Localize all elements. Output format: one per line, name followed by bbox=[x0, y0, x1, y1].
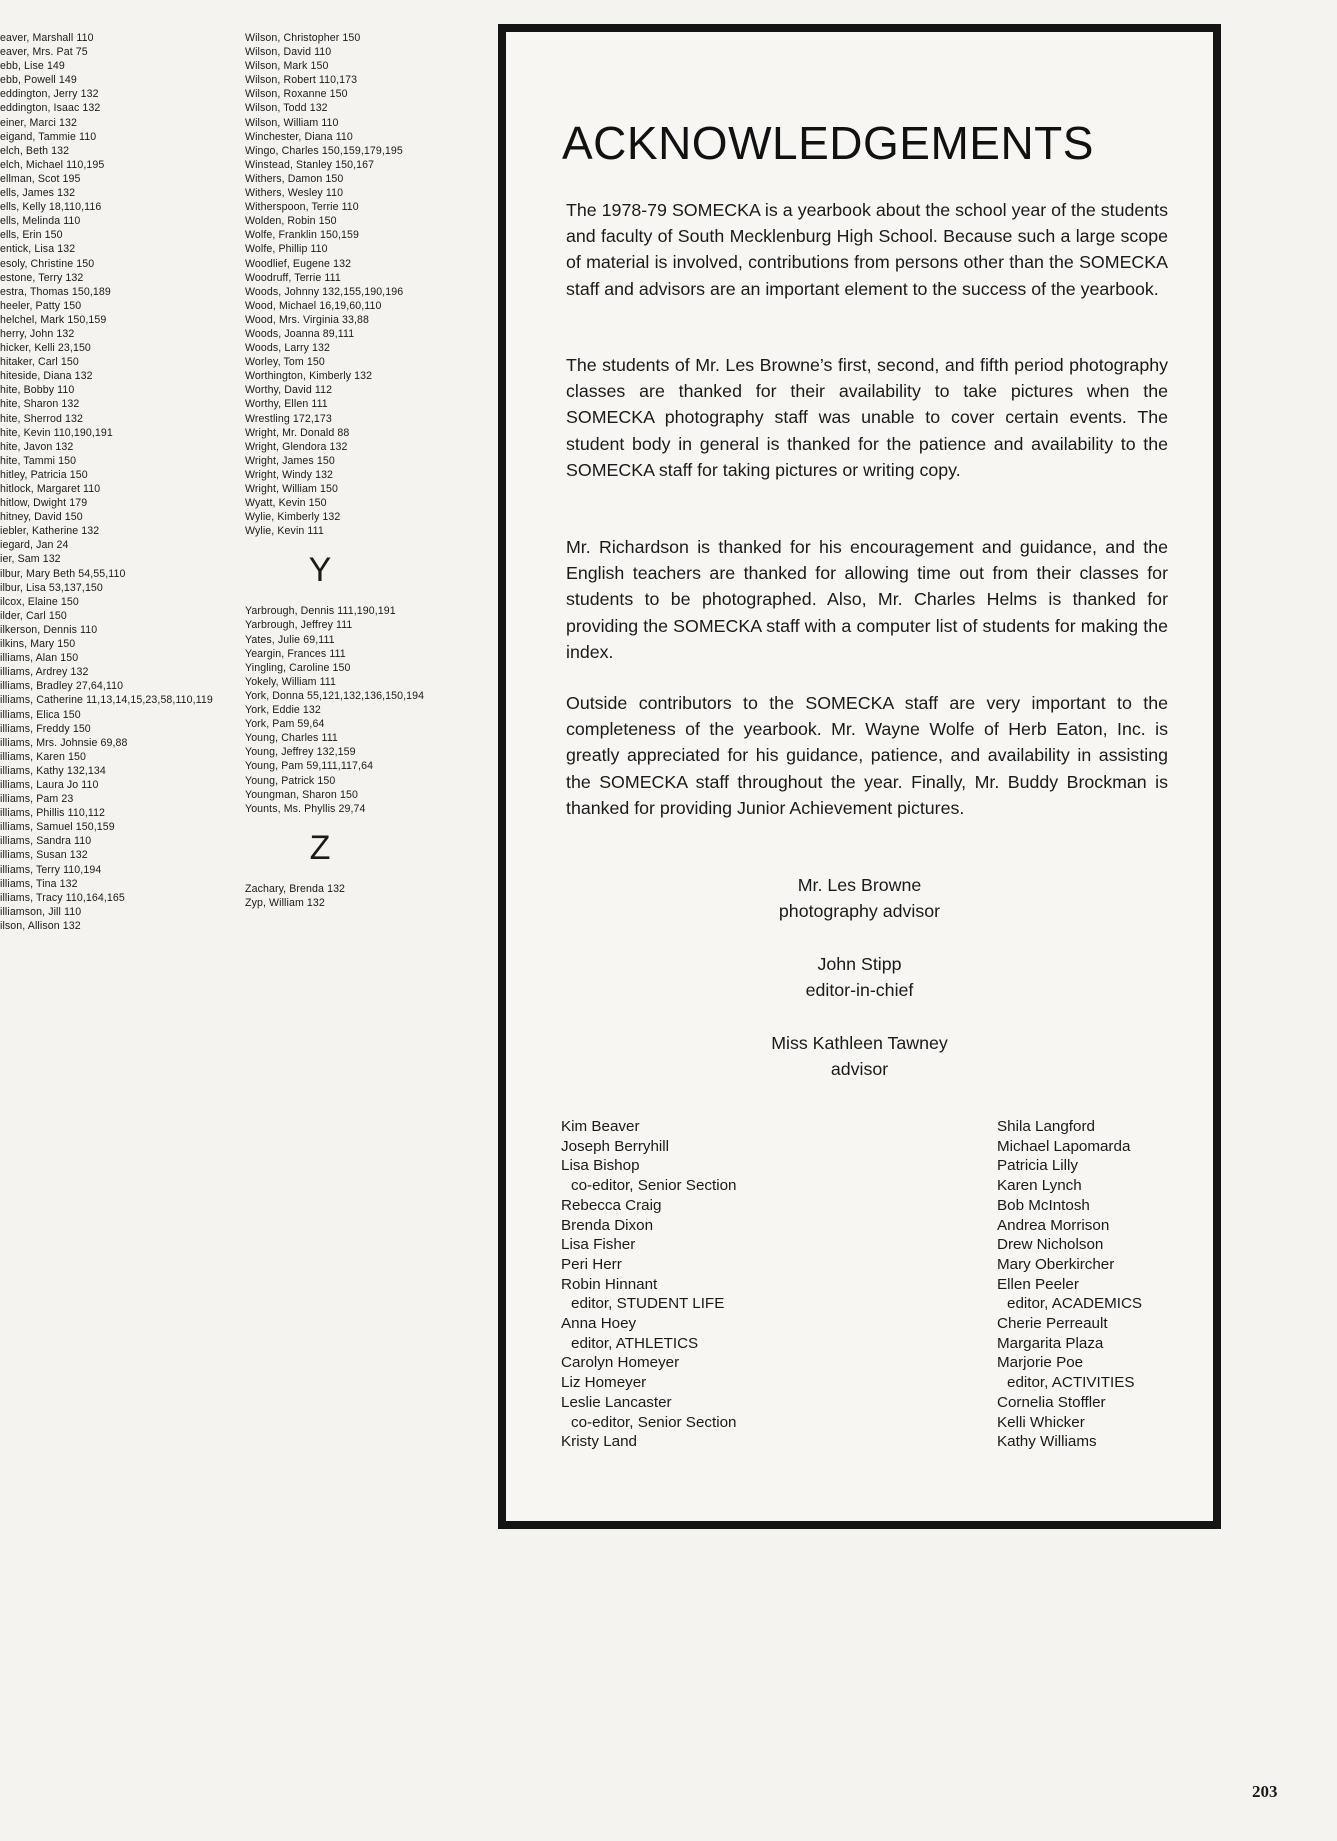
index-entry: Woods, Johnny 132,155,190,196 bbox=[245, 285, 404, 298]
signature-photography-advisor bbox=[506, 872, 1213, 924]
index-entry: ilbur, Mary Beth 54,55,110 bbox=[0, 567, 126, 580]
page-number: 203 bbox=[1252, 1782, 1278, 1801]
index-entry: Woods, Larry 132 bbox=[245, 342, 331, 355]
index-entry: ebb, Lise 149 bbox=[0, 60, 65, 73]
index-entry: illiams, Catherine 11,13,14,15,23,58,110,119 bbox=[0, 694, 213, 707]
staff-member: Kelli Whicker bbox=[997, 1413, 1085, 1431]
staff-member: Michael Lapomarda bbox=[997, 1137, 1131, 1155]
index-entry: illiams, Karen 150 bbox=[0, 750, 87, 763]
index-entry: heeler, Patty 150 bbox=[0, 299, 82, 312]
acknowledgements-box bbox=[498, 24, 1221, 1529]
index-entry: illiams, Phillis 110,112 bbox=[0, 807, 106, 820]
index-entry: Wright, Windy 132 bbox=[245, 468, 334, 481]
index-entry: hite, Sherrod 132 bbox=[0, 412, 83, 425]
staff-list-left bbox=[561, 1117, 736, 1452]
index-entry: Wilson, David 110 bbox=[245, 46, 332, 59]
index-entry: eddington, Isaac 132 bbox=[0, 102, 101, 115]
index-entry: einer, Marci 132 bbox=[0, 116, 77, 129]
ack-paragraph-2: The students of Mr. Les Browne’s first, second, and fifth period photography classes are thanked for their availability to take pictures when the SOMECKA photography staff was unable to cover certain events. The student body in general is thanked for the patience and availability to the SOMECKA staff for taking pictures or writing copy. bbox=[566, 355, 1168, 480]
ack-paragraph-4: Outside contributors to the SOMECKA staff are very important to the completeness of the yearbook. Mr. Wayne Wolfe of Herb Eaton, Inc. is greatly appreciated for his guidance, patience, and availability in assisting the SOMECKA staff throughout the year. Finally, Mr. Buddy Brockman is thanked for providing Junior Achievement pictures. bbox=[566, 693, 1168, 818]
index-entry: Yates, Julie 69,111 bbox=[245, 633, 335, 646]
staff-member: co-editor, Senior Section bbox=[571, 1413, 737, 1431]
index-entry: Wright, Mr. Donald 88 bbox=[245, 426, 350, 439]
index-entry: ier, Sam 132 bbox=[0, 553, 61, 566]
index-entry: illiams, Sandra 110 bbox=[0, 835, 92, 848]
index-entry: Wilson, William 110 bbox=[245, 116, 339, 129]
index-entry: Wylie, Kevin 111 bbox=[245, 525, 324, 538]
index-entry: Withers, Damon 150 bbox=[245, 172, 344, 185]
index-entry: Worley, Tom 150 bbox=[245, 356, 325, 369]
staff-member: co-editor, Senior Section bbox=[571, 1177, 737, 1195]
index-entry: York, Eddie 132 bbox=[245, 704, 321, 717]
index-entry: hiteside, Diana 132 bbox=[0, 370, 93, 383]
index-entry: ells, Kelly 18,110,116 bbox=[0, 201, 102, 214]
index-entry: Wright, Glendora 132 bbox=[245, 440, 348, 453]
index-entry: ells, James 132 bbox=[0, 187, 76, 200]
index-entry: Wright, James 150 bbox=[245, 454, 335, 467]
signature-role: photography advisor bbox=[778, 901, 941, 922]
index-entry: eddington, Jerry 132 bbox=[0, 88, 99, 101]
index-entry: illiams, Bradley 27,64,110 bbox=[0, 680, 124, 693]
staff-member: Kim Beaver bbox=[561, 1118, 640, 1135]
staff-member: Cornelia Stoffler bbox=[997, 1393, 1106, 1411]
index-entry: Wingo, Charles 150,159,179,195 bbox=[245, 144, 403, 157]
index-entry: hitney, David 150 bbox=[0, 511, 83, 524]
signature-name: Miss Kathleen Tawney bbox=[771, 1033, 948, 1053]
index-entry: Wolfe, Franklin 150,159 bbox=[245, 229, 359, 242]
index-entry: illiams, Terry 110,194 bbox=[0, 863, 102, 876]
staff-member: Lisa Bishop bbox=[561, 1157, 640, 1175]
staff-member: editor, ACADEMICS bbox=[1007, 1295, 1143, 1313]
index-entry: iebler, Katherine 132 bbox=[0, 525, 100, 538]
index-entry: herry, John 132 bbox=[0, 327, 75, 340]
index-entry: hitlow, Dwight 179 bbox=[0, 497, 88, 510]
index-entry: eaver, Mrs. Pat 75 bbox=[0, 46, 88, 59]
index-entry: ellman, Scot 195 bbox=[0, 172, 81, 185]
signature-advisor bbox=[506, 1030, 1213, 1082]
ack-paragraph-1: The 1978-79 SOMECKA is a yearbook about the school year of the students and faculty of South Mecklenburg High School. Because such a large scope of material is involved, contributions from persons other than the SOMECKA staff and advisors are an important element to the success of the yearbook. bbox=[566, 200, 1168, 299]
index-entry: ells, Erin 150 bbox=[0, 229, 63, 242]
index-entry: Young, Pam 59,111,117,64 bbox=[245, 760, 374, 773]
staff-member: Carolyn Homeyer bbox=[561, 1354, 680, 1372]
index-entry: ebb, Powell 149 bbox=[0, 74, 77, 87]
index-entry: Worthington, Kimberly 132 bbox=[245, 370, 373, 383]
index-entry: hitley, Patricia 150 bbox=[0, 468, 88, 481]
index-entry: Wilson, Mark 150 bbox=[245, 60, 329, 73]
staff-member: Liz Homeyer bbox=[561, 1374, 647, 1392]
staff-member: Leslie Lancaster bbox=[561, 1393, 672, 1411]
index-entry: hicker, Kelli 23,150 bbox=[0, 342, 91, 355]
staff-member: Rebecca Craig bbox=[561, 1196, 662, 1214]
staff-member: editor, ACTIVITIES bbox=[1007, 1374, 1135, 1392]
index-entry: estra, Thomas 150,189 bbox=[0, 285, 111, 298]
index-entry: helchel, Mark 150,159 bbox=[0, 313, 107, 326]
index-entry: hite, Bobby 110 bbox=[0, 384, 75, 397]
index-entry: ilkins, Mary 150 bbox=[0, 638, 76, 651]
signature-name: Mr. Les Browne bbox=[797, 875, 922, 895]
index-entry: Youngman, Sharon 150 bbox=[245, 788, 358, 801]
index-entry: illiams, Elica 150 bbox=[0, 708, 81, 721]
index-entry: ilbur, Lisa 53,137,150 bbox=[0, 581, 103, 594]
signature-role: editor-in-chief bbox=[805, 980, 914, 1001]
index-entry: illiams, Kathy 132,134 bbox=[0, 764, 106, 777]
index-entry: Yokely, William 111 bbox=[245, 675, 336, 688]
index-entry: Zyp, William 132 bbox=[245, 896, 325, 909]
index-section-z bbox=[245, 882, 485, 910]
staff-member: Robin Hinnant bbox=[561, 1275, 658, 1293]
staff-member: Cherie Perreault bbox=[997, 1315, 1108, 1333]
index-entry: Wilson, Robert 110,173 bbox=[245, 74, 358, 87]
index-entry: Wilson, Roxanne 150 bbox=[245, 88, 348, 101]
index-entry: Witherspoon, Terrie 110 bbox=[245, 201, 359, 214]
staff-member: Marjorie Poe bbox=[997, 1354, 1084, 1372]
index-entry: Winstead, Stanley 150,167 bbox=[245, 158, 375, 171]
staff-member: editor, STUDENT LIFE bbox=[571, 1295, 725, 1313]
index-entry: Younts, Ms. Phyllis 29,74 bbox=[245, 802, 366, 815]
index-letter-z: Z bbox=[309, 828, 331, 867]
staff-member: Anna Hoey bbox=[561, 1315, 637, 1333]
index-entry: Yarbrough, Jeffrey 111 bbox=[245, 619, 353, 632]
index-entry: eaver, Marshall 110 bbox=[0, 32, 94, 44]
ack-paragraph-3: Mr. Richardson is thanked for his encouragement and guidance, and the English teachers are thanked for allowing time out from their classes for students to be photographed. Also, Mr. Charles Helms is thanked for providing the SOMECKA staff with a computer list of students for making the index. bbox=[566, 537, 1168, 662]
index-entry: hite, Tammi 150 bbox=[0, 454, 77, 467]
index-entry: illiamson, Jill 110 bbox=[0, 905, 82, 918]
index-entry: Withers, Wesley 110 bbox=[245, 187, 344, 200]
signature-name: John Stipp bbox=[817, 954, 902, 974]
index-entry: Wyatt, Kevin 150 bbox=[245, 497, 327, 510]
signature-editor-in-chief bbox=[506, 951, 1213, 1003]
staff-member: Drew Nicholson bbox=[997, 1236, 1104, 1254]
index-section-w bbox=[245, 31, 485, 538]
index-entry: Wood, Mrs. Virginia 33,88 bbox=[245, 313, 369, 326]
staff-member: Andrea Morrison bbox=[997, 1216, 1110, 1234]
index-entry: Wrestling 172,173 bbox=[245, 412, 332, 425]
index-entry: Wilson, Christopher 150 bbox=[245, 32, 361, 44]
index-section-y bbox=[245, 604, 485, 815]
staff-member: Joseph Berryhill bbox=[561, 1137, 670, 1155]
index-entry: hite, Kevin 110,190,191 bbox=[0, 426, 113, 439]
index-entry: illiams, Laura Jo 110 bbox=[0, 778, 99, 791]
index-entry: ilkerson, Dennis 110 bbox=[0, 623, 98, 636]
staff-member: Lisa Fisher bbox=[561, 1236, 636, 1254]
index-entry: Young, Jeffrey 132,159 bbox=[245, 746, 356, 759]
index-column-1 bbox=[0, 31, 232, 933]
index-entry: Wilson, Todd 132 bbox=[245, 102, 328, 115]
index-entry: Wolfe, Phillip 110 bbox=[245, 243, 328, 256]
index-entry: illiams, Tina 132 bbox=[0, 877, 78, 890]
index-entry: Yeargin, Frances 111 bbox=[245, 647, 346, 660]
index-entry: Worthy, Ellen 111 bbox=[245, 398, 328, 411]
staff-member: Bob McIntosh bbox=[997, 1196, 1090, 1214]
index-entry: illiams, Freddy 150 bbox=[0, 722, 91, 735]
index-entry: Wylie, Kimberly 132 bbox=[245, 511, 341, 524]
index-entry: Wright, William 150 bbox=[245, 483, 338, 495]
staff-member: Ellen Peeler bbox=[997, 1275, 1079, 1293]
staff-member: Karen Lynch bbox=[997, 1177, 1082, 1195]
index-entry: estone, Terry 132 bbox=[0, 271, 84, 284]
index-entry: Woods, Joanna 89,111 bbox=[245, 327, 355, 340]
index-entry: illiams, Susan 132 bbox=[0, 849, 88, 862]
index-entry: iegard, Jan 24 bbox=[0, 539, 69, 552]
staff-member: Peri Herr bbox=[561, 1255, 622, 1273]
index-entry: Wood, Michael 16,19,60,110 bbox=[245, 299, 382, 312]
index-entry: ilder, Carl 150 bbox=[0, 609, 67, 622]
staff-member: editor, ATHLETICS bbox=[571, 1334, 699, 1352]
index-entry: Woodlief, Eugene 132 bbox=[245, 257, 352, 270]
index-entry: Young, Charles 111 bbox=[245, 732, 338, 745]
index-entry: hitlock, Margaret 110 bbox=[0, 483, 101, 495]
index-entry: Wolden, Robin 150 bbox=[245, 215, 337, 228]
staff-member: Shila Langford bbox=[997, 1118, 1095, 1135]
index-entry: York, Pam 59,64 bbox=[245, 718, 325, 731]
index-entry: illiams, Samuel 150,159 bbox=[0, 821, 115, 834]
index-entry: ilcox, Elaine 150 bbox=[0, 595, 79, 608]
staff-member: Kathy Williams bbox=[997, 1433, 1097, 1451]
index-entry: entick, Lisa 132 bbox=[0, 243, 76, 256]
index-entry: illiams, Ardrey 132 bbox=[0, 666, 89, 679]
index-entry: Young, Patrick 150 bbox=[245, 774, 336, 787]
index-entry: illiams, Pam 23 bbox=[0, 793, 74, 806]
index-entry: York, Donna 55,121,132,136,150,194 bbox=[245, 689, 425, 702]
index-entry: hite, Javon 132 bbox=[0, 440, 74, 453]
index-entry: elch, Michael 110,195 bbox=[0, 158, 105, 171]
staff-list-right bbox=[997, 1117, 1142, 1452]
index-entry: hite, Sharon 132 bbox=[0, 398, 80, 411]
index-entry: eigand, Tammie 110 bbox=[0, 130, 97, 143]
acknowledgements-title: ACKNOWLEDGEMENTS bbox=[562, 117, 1094, 169]
index-entry: Winchester, Diana 110 bbox=[245, 130, 353, 143]
staff-member: Brenda Dixon bbox=[561, 1216, 654, 1234]
index-entry: Zachary, Brenda 132 bbox=[245, 882, 346, 895]
index-entry: illiams, Alan 150 bbox=[0, 652, 79, 665]
index-letter-y: Y bbox=[308, 551, 332, 590]
index-entry: Worthy, David 112 bbox=[245, 384, 333, 397]
index-entry: illiams, Tracy 110,164,165 bbox=[0, 891, 125, 904]
staff-member: Kristy Land bbox=[561, 1433, 637, 1451]
index-entry: ells, Melinda 110 bbox=[0, 215, 81, 228]
signature-role: advisor bbox=[830, 1059, 889, 1080]
index-entry: esoly, Christine 150 bbox=[0, 257, 95, 270]
index-column-2 bbox=[245, 31, 485, 910]
staff-member: Margarita Plaza bbox=[997, 1334, 1104, 1352]
index-entry: hitaker, Carl 150 bbox=[0, 356, 79, 369]
index-entry: elch, Beth 132 bbox=[0, 144, 70, 157]
staff-member: Patricia Lilly bbox=[997, 1157, 1079, 1175]
index-entry: illiams, Mrs. Johnsie 69,88 bbox=[0, 736, 128, 749]
index-entry: Yingling, Caroline 150 bbox=[245, 661, 351, 674]
index-entry: Woodruff, Terrie 111 bbox=[245, 271, 341, 284]
staff-member: Mary Oberkircher bbox=[997, 1255, 1115, 1273]
index-entry: Yarbrough, Dennis 111,190,191 bbox=[245, 605, 396, 618]
index-entry: ilson, Allison 132 bbox=[0, 919, 81, 932]
